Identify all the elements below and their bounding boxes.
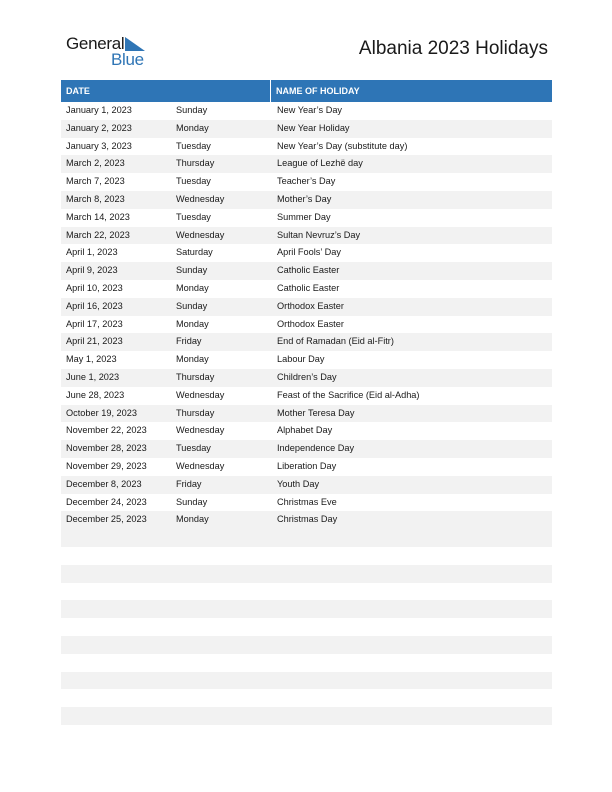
holiday-name: New Year’s Day	[277, 105, 343, 115]
table-row	[61, 262, 552, 280]
holiday-name: League of Lezhë day	[277, 158, 363, 169]
holiday-weekday: Sunday	[176, 496, 208, 507]
empty-row	[61, 654, 552, 672]
holiday-weekday: Tuesday	[176, 211, 211, 222]
holiday-weekday: Wednesday	[176, 425, 225, 436]
holiday-name: Christmas Day	[277, 514, 338, 525]
holiday-name: Children’s Day	[277, 371, 337, 382]
holiday-date: June 1, 2023	[66, 371, 120, 382]
table-row	[61, 191, 552, 209]
empty-row	[61, 689, 552, 707]
holiday-weekday: Tuesday	[176, 176, 211, 187]
holiday-date: April 16, 2023	[66, 300, 123, 311]
empty-row	[61, 565, 552, 583]
holiday-date: November 22, 2023	[66, 425, 147, 436]
table-row	[61, 173, 552, 191]
table-row	[61, 298, 552, 316]
empty-row	[61, 672, 552, 690]
holiday-date: April 17, 2023	[66, 318, 123, 329]
holiday-weekday: Friday	[176, 336, 202, 347]
holiday-name: Orthodox Easter	[277, 300, 344, 311]
empty-row	[61, 583, 552, 601]
holiday-date: March 2, 2023	[66, 158, 125, 169]
holiday-name: Liberation Day	[277, 460, 337, 471]
table-row	[61, 316, 552, 334]
table-row	[61, 369, 552, 387]
holiday-date: January 3, 2023	[66, 140, 132, 151]
table-row	[61, 494, 552, 512]
table-header	[61, 80, 552, 102]
column-header-name: NAME OF HOLIDAY	[276, 86, 360, 96]
table-row	[61, 458, 552, 476]
holiday-date: March 22, 2023	[66, 229, 130, 240]
table-row	[61, 102, 552, 120]
holiday-weekday: Monday	[176, 282, 209, 293]
holiday-weekday: Thursday	[176, 158, 215, 169]
table-row	[61, 227, 552, 245]
holiday-date: June 28, 2023	[66, 389, 125, 400]
holiday-date: November 28, 2023	[66, 443, 147, 454]
holiday-weekday: Wednesday	[176, 460, 225, 471]
holiday-name: Catholic Easter	[277, 265, 340, 276]
holiday-name: Independence Day	[277, 443, 355, 454]
table-row	[61, 511, 552, 529]
holiday-date: November 29, 2023	[66, 460, 147, 471]
holiday-weekday: Friday	[176, 478, 202, 489]
holiday-weekday: Sunday	[176, 105, 208, 115]
holiday-name: Youth Day	[277, 478, 320, 489]
holiday-weekday: Thursday	[176, 407, 215, 418]
empty-row	[61, 707, 552, 725]
holiday-date: December 25, 2023	[66, 514, 147, 525]
holiday-name: Mother’s Day	[277, 193, 332, 204]
holiday-name: Orthodox Easter	[277, 318, 344, 329]
holiday-date: April 1, 2023	[66, 247, 118, 258]
holiday-weekday: Saturday	[176, 247, 213, 258]
table-row	[61, 280, 552, 298]
generalblue-logo	[66, 34, 156, 68]
logo-triangle-icon	[123, 37, 145, 51]
holiday-name: Mother Teresa Day	[277, 407, 355, 418]
table-row	[61, 155, 552, 173]
holiday-date: December 8, 2023	[66, 478, 142, 489]
holiday-name: Summer Day	[277, 211, 331, 222]
holiday-date: March 8, 2023	[66, 193, 125, 204]
holiday-table	[61, 80, 552, 725]
holiday-weekday: Monday	[176, 122, 209, 133]
holiday-weekday: Wednesday	[176, 389, 225, 400]
table-row	[61, 405, 552, 423]
holiday-name: Labour Day	[277, 354, 325, 365]
holiday-date: October 19, 2023	[66, 407, 137, 418]
empty-row	[61, 600, 552, 618]
table-row	[61, 351, 552, 369]
holiday-name: Catholic Easter	[277, 282, 340, 293]
holiday-date: April 10, 2023	[66, 282, 123, 293]
holiday-date: April 9, 2023	[66, 265, 118, 276]
holiday-weekday: Sunday	[176, 300, 208, 311]
holiday-name: Sultan Nevruz’s Day	[277, 229, 361, 240]
holiday-name: New Year’s Day (substitute day)	[277, 140, 408, 151]
holiday-date: March 7, 2023	[66, 176, 125, 187]
holiday-date: April 21, 2023	[66, 336, 123, 347]
holiday-name: Feast of the Sacrifice (Eid al-Adha)	[277, 389, 420, 400]
empty-row	[61, 636, 552, 654]
holiday-weekday: Monday	[176, 318, 209, 329]
table-row	[61, 440, 552, 458]
empty-row	[61, 618, 552, 636]
holiday-name: Christmas Eve	[277, 496, 337, 507]
table-row	[61, 387, 552, 405]
table-row	[61, 476, 552, 494]
table-row	[61, 422, 552, 440]
page-title: Albania 2023 Holidays	[358, 38, 548, 59]
holiday-weekday: Wednesday	[176, 193, 225, 204]
holiday-weekday: Monday	[176, 354, 209, 365]
holiday-name: New Year Holiday	[277, 122, 350, 133]
holiday-name: End of Ramadan (Eid al-Fitr)	[277, 336, 394, 347]
table-row	[61, 333, 552, 351]
holiday-date: May 1, 2023	[66, 354, 117, 365]
table-body	[61, 102, 552, 725]
holiday-weekday: Thursday	[176, 371, 215, 382]
logo-word-blue: Blue	[111, 50, 144, 69]
holiday-date: January 2, 2023	[66, 122, 132, 133]
empty-row	[61, 529, 552, 547]
logo-word-general: General	[66, 34, 125, 53]
holiday-weekday: Tuesday	[176, 443, 211, 454]
holiday-weekday: Wednesday	[176, 229, 225, 240]
holiday-name: Alphabet Day	[277, 425, 333, 436]
table-row	[61, 244, 552, 262]
holiday-weekday: Sunday	[176, 265, 208, 276]
holiday-name: April Fools’ Day	[277, 247, 341, 258]
holiday-date: March 14, 2023	[66, 211, 130, 222]
table-row	[61, 209, 552, 227]
column-header-date: DATE	[61, 80, 271, 102]
holiday-date: December 24, 2023	[66, 496, 147, 507]
holiday-weekday: Tuesday	[176, 140, 211, 151]
holiday-name: Teacher’s Day	[277, 176, 336, 187]
table-row	[61, 138, 552, 156]
holiday-date: January 1, 2023	[66, 105, 132, 115]
table-row	[61, 120, 552, 138]
holiday-weekday: Monday	[176, 514, 209, 525]
empty-row	[61, 547, 552, 565]
